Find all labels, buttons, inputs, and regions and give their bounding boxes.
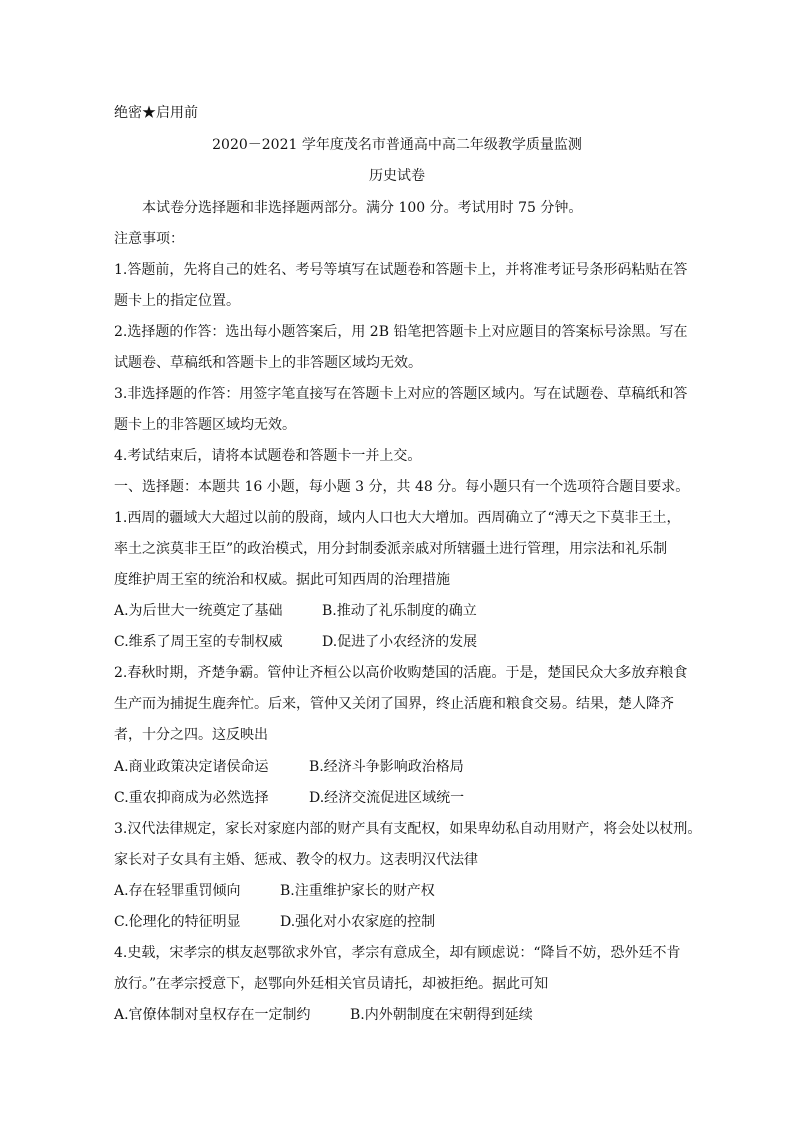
option-a: A.商业政策决定诸侯命运 — [114, 759, 269, 775]
option-b: B.经济斗争影响政治格局 — [309, 759, 464, 775]
option-a: A.为后世大一统奠定了基础 — [114, 603, 283, 619]
note-line: 2.选择题的作答：选出每小题答案后，用 2B 铅笔把答题卡上对应题目的答案标号涂黑。写在 — [114, 324, 688, 340]
note-line: 试题卷、草稿纸和答题卡上的非答题区域均无效。 — [114, 355, 422, 371]
question-stem: 放行。”在孝宗授意下，赵鄂向外廷相关官员请托，却被拒绝。据此可知 — [114, 976, 549, 992]
notes-heading: 注意事项： — [114, 231, 184, 247]
option-d: D.强化对小农家庭的控制 — [280, 914, 436, 930]
option-c: C.伦理化的特征明显 — [114, 914, 241, 930]
section-heading: 一、选择题：本题共 16 小题，每小题 3 分，共 48 分。每小题只有一个选项符合题目要求。 — [114, 479, 690, 495]
intro-text: 本试卷分选择题和非选择题两部分。满分 100 分。考试用时 75 分钟。 — [142, 200, 583, 216]
option-b: B.注重维护家长的财产权 — [280, 883, 435, 899]
note-line: 1.答题前，先将自己的姓名、考号等填写在试题卷和答题卡上，并将准考证号条形码粘贴在答 — [114, 262, 688, 278]
option-d: D.促进了小农经济的发展 — [322, 634, 478, 650]
option-a: A.官僚体制对皇权存在一定制约 — [114, 1007, 311, 1023]
subject-title: 历史试卷 — [369, 168, 425, 184]
note-line: 题卡上的指定位置。 — [114, 293, 240, 309]
question-stem: 家长对子女具有主婚、惩戒、教令的权力。这表明汉代法律 — [114, 852, 478, 868]
note-line: 题卡上的非答题区域均无效。 — [114, 417, 296, 433]
option-a: A.存在轻罪重罚倾向 — [114, 883, 241, 899]
option-c: C.维系了周王室的专制权威 — [114, 634, 283, 650]
question-stem: 1.西周的疆域大大超过以前的殷商，域内人口也大大增加。西周确立了“溥天之下莫非王土， — [114, 510, 681, 526]
question-stem: 3.汉代法律规定，家长对家庭内部的财产具有支配权，如果卑幼私自动用财产，将会处以杖刑。 — [114, 821, 702, 837]
note-line: 4.考试结束后，请将本试题卷和答题卡一并上交。 — [114, 448, 422, 464]
question-stem: 率土之滨莫非王臣”的政治模式，用分封制委派亲戚对所辖疆土进行管理，用宗法和礼乐制 — [114, 541, 668, 557]
confidential-label: 绝密★启用前 — [114, 105, 198, 121]
question-stem: 生产而为捕捉生鹿奔忙。后来，管仲又关闭了国界，终止活鹿和粮食交易。结果，楚人降齐 — [114, 696, 674, 712]
question-stem: 者，十分之四。这反映出 — [114, 727, 268, 743]
note-line: 3.非选择题的作答：用签字笔直接写在答题卡上对应的答题区域内。写在试题卷、草稿纸和答 — [114, 386, 688, 402]
option-d: D.经济交流促进区域统一 — [309, 790, 465, 806]
option-b: B.推动了礼乐制度的确立 — [322, 603, 477, 619]
question-stem: 度维护周王室的统治和权威。据此可知西周的治理措施 — [114, 572, 450, 588]
option-b: B.内外朝制度在宋朝得到延续 — [350, 1007, 533, 1023]
question-stem: 2.春秋时期，齐楚争霸。管仲让齐桓公以高价收购楚国的活鹿。于是，楚国民众大多放弃粮食 — [114, 665, 688, 681]
exam-title: 2020－2021 学年度茂名市普通高中高二年级教学质量监测 — [212, 137, 582, 153]
option-c: C.重农抑商成为必然选择 — [114, 790, 269, 806]
question-stem: 4.史载，宋孝宗的棋友赵鄂欲求外官，孝宗有意成全，却有顾虑说：“降旨不妨，恐外廷不肯 — [114, 945, 681, 961]
